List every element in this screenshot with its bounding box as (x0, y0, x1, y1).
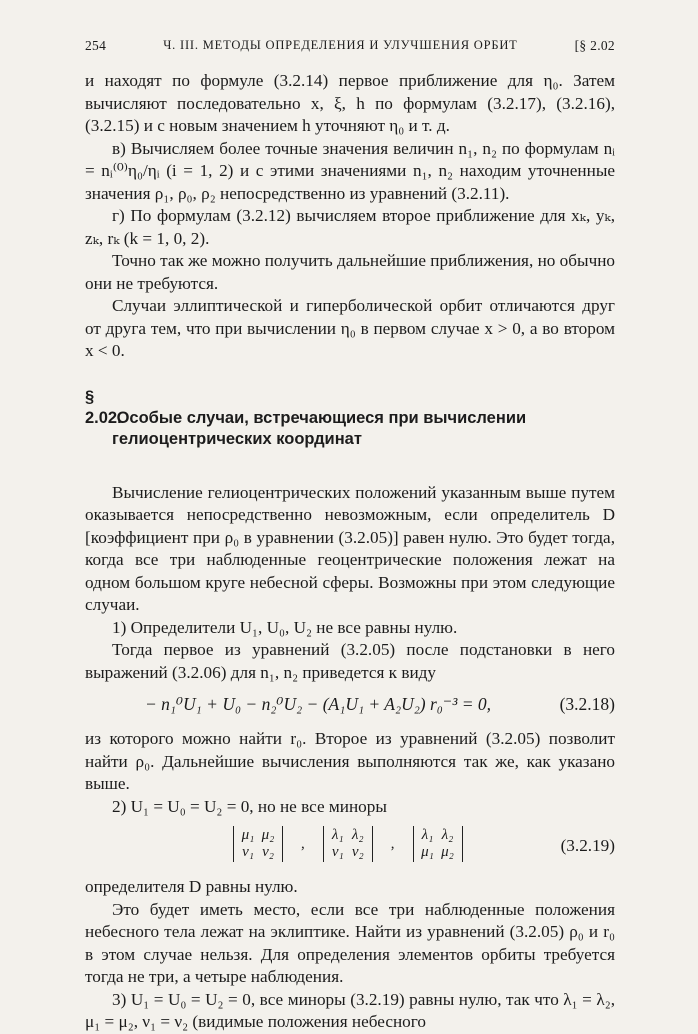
paragraph: Это будет иметь место, если все три наблюденные положения небесного тела лежат на эклиптике. Найти из уравнений (3.2.05) ρ₀ и r₀ в этом случае нельзя. Для определения элементов орбиты требуется тогда не три, а четыре наблюдения. (85, 899, 615, 986)
minor-matrix: μ₁ μ₂ ν₁ ν₂ (233, 826, 283, 862)
paragraph: 1) Определители U₁, U₀, U₂ не все равны нулю. (112, 617, 458, 637)
section-number: § 2.02. (85, 387, 122, 427)
paragraph: 3) U₁ = U₀ = U₂ = 0, все миноры (3.2.19) равны нулю, так что λ₁ = λ₂, μ₁ = μ₂, ν₁ = ν₂ (видимые положения небесного (85, 989, 615, 1031)
equation-number: (3.2.19) (560, 836, 615, 855)
equation-formula: − n₁⁰U₁ + U₀ − n₂⁰U₂ − (A₁U₁ + A₂U₂) r₀⁻³ = 0, (145, 694, 492, 714)
section-title-line2: гелиоцентрических координат (112, 429, 362, 448)
paragraph: и находят по формуле (3.2.14) первое приближение для η₀. Затем вычисляют последовательно x, ξ, h по формулам (3.2.17), (3.2.16), (3.2.15) и с новым значением h уточняют η₀ и т. д. (85, 71, 615, 135)
running-title: Ч. III. МЕТОДЫ ОПРЕДЕЛЕНИЯ И УЛУЧШЕНИЯ ОРБИТ (163, 38, 518, 52)
paragraph: определителя D равны нулю. (85, 877, 298, 896)
paragraph: из которого можно найти r₀. Второе из уравнений (3.2.05) позволит найти ρ₀. Дальнейшие вычисления выполняются так же, как указано выше. (85, 729, 615, 793)
paragraph: в) Вычисляем более точные значения величин n₁, n₂ по формулам nᵢ = nᵢ⁽⁰⁾η₀/ηᵢ (i = 1, 2) и с этими значениями n₁, n₂ находим уточненные значения ρ₁, ρ₀, ρ₂ непосредственно из уравнений (3.2.11). (85, 138, 615, 203)
section-heading (85, 387, 615, 450)
section-ref: [§ 2.02 (574, 38, 615, 53)
paragraph: 2) U₁ = U₀ = U₂ = 0, но не все миноры (112, 796, 387, 816)
running-header (85, 38, 615, 54)
paragraph: Вычисление гелиоцентрических положений указанным выше путем оказывается непосредственно невозможным, если определитель D [коэффициент при ρ₀ в уравнении (3.2.05)] равен нулю. Это будет тогда, когда все три наблюденные геоцентрические положения лежат на одном большом круге небесной сферы. Возможны при этом следующие случаи. (85, 482, 615, 614)
paragraph: г) По формулам (3.2.12) вычисляем второе приближение для xₖ, yₖ, zₖ, rₖ (k = 1, 0, 2). (85, 206, 615, 248)
page-number: 254 (85, 38, 107, 53)
equation-number: (3.2.18) (559, 694, 615, 714)
minor-matrix: λ₁ λ₂ μ₁ μ₂ (413, 826, 463, 862)
section-title-line1: Особые случаи, встречающиеся при вычислении (116, 408, 527, 427)
paragraph: Случаи эллиптической и гиперболической орбит отличаются друг от друга тем, что при вычислении η₀ в первом случае x > 0, а во втором x < 0. (85, 296, 615, 360)
equation-3-2-18 (85, 684, 615, 728)
paragraph: Тогда первое из уравнений (3.2.05) после подстановки в него выражений (3.2.06) для n₁, n₂ приведется к виду (85, 640, 615, 682)
paragraph: Точно так же можно получить дальнейшие приближения, но обычно они не требуются. (85, 251, 615, 293)
minor-matrix: λ₁ λ₂ ν₁ ν₂ (323, 826, 373, 862)
minors-3-2-19: μ₁ μ₂ ν₁ ν₂ , λ₁ λ₂ ν₁ ν₂ , λ₁ λ₂ μ₁ μ₂ (3.2.19) (85, 818, 615, 876)
page-body (85, 70, 615, 1034)
